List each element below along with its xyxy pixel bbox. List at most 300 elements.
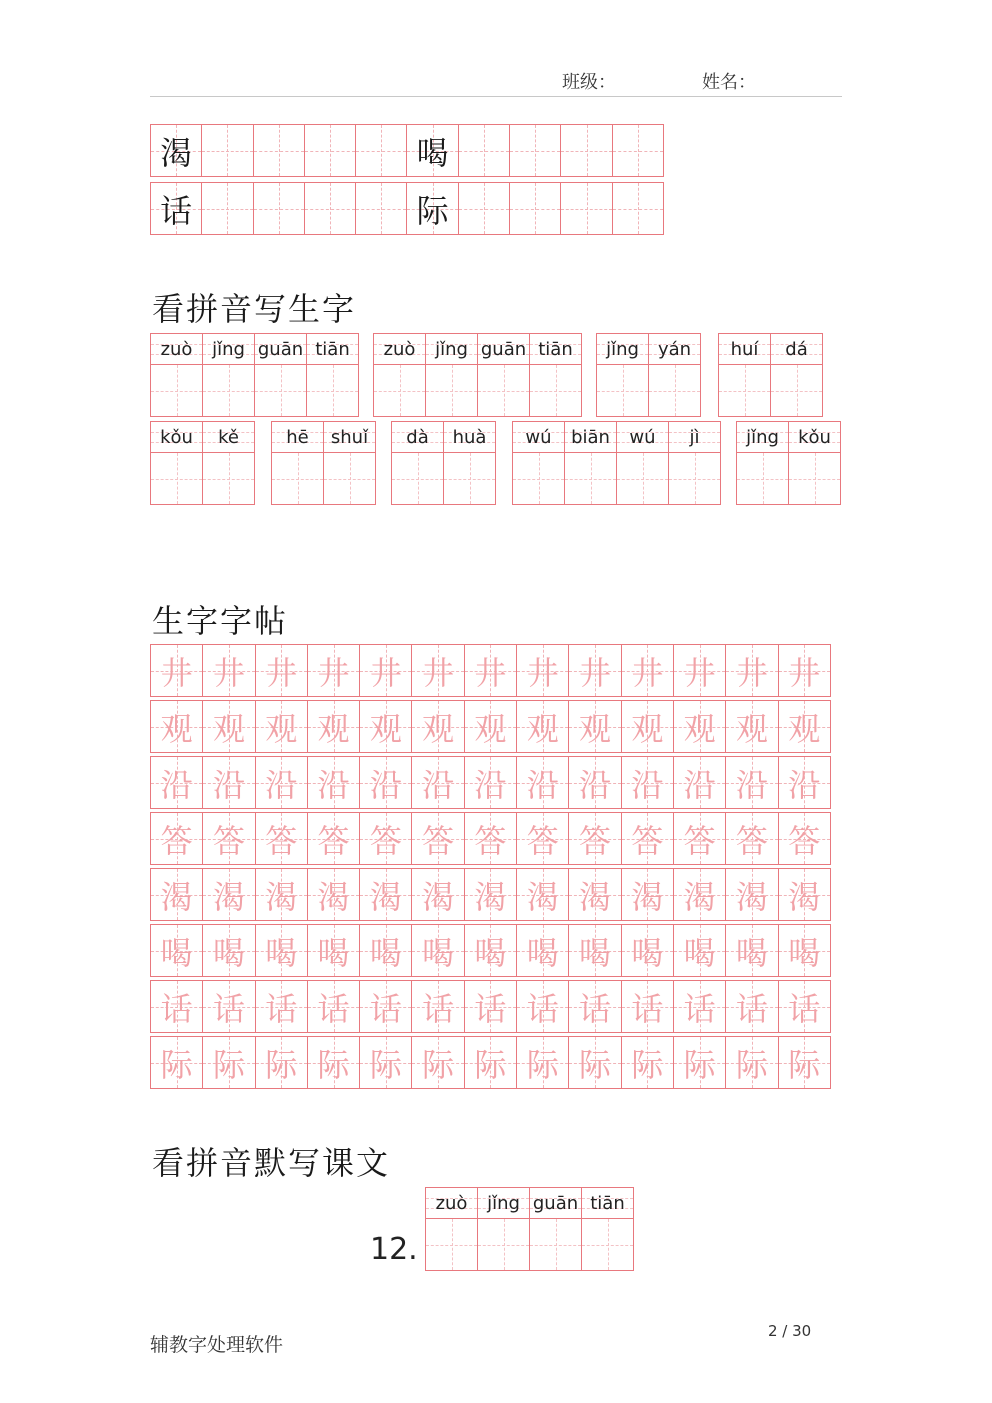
grid-cell[interactable]: [308, 813, 360, 864]
trace-character: 观: [317, 709, 350, 748]
grid-cell[interactable]: [412, 869, 464, 920]
grid-cell[interactable]: [726, 1037, 778, 1088]
trace-character: 答: [369, 821, 402, 860]
grid-cell[interactable]: [256, 925, 308, 976]
grid-cell[interactable]: [622, 701, 674, 752]
pinyin-label: kǒu: [151, 422, 202, 453]
grid-cell[interactable]: [256, 701, 308, 752]
pinyin-column: [617, 422, 669, 504]
grid-cell[interactable]: [151, 645, 203, 696]
answer-cell[interactable]: [771, 365, 822, 416]
section-title-copybook: 生字字帖: [152, 602, 289, 640]
grid-cell[interactable]: [151, 925, 203, 976]
model-character: 话: [160, 191, 193, 230]
answer-cell[interactable]: [151, 365, 202, 416]
pinyin-label: dà: [392, 422, 443, 453]
answer-cell[interactable]: [513, 453, 564, 504]
answer-cell[interactable]: [392, 453, 443, 504]
grid-cell[interactable]: [356, 183, 407, 234]
copy-row: [150, 182, 664, 235]
answer-cell[interactable]: [530, 365, 581, 416]
grid-cell[interactable]: [569, 757, 621, 808]
answer-cell[interactable]: [719, 365, 770, 416]
grid-cell[interactable]: [779, 1037, 830, 1088]
grid-cell[interactable]: [256, 869, 308, 920]
grid-cell[interactable]: [308, 701, 360, 752]
dictation-pinyin-box: [425, 1187, 634, 1271]
trace-character: 观: [422, 709, 455, 748]
trace-character: 渴: [369, 877, 402, 916]
trace-character: 答: [212, 821, 245, 860]
trace-character: 话: [788, 989, 821, 1028]
grid-cell[interactable]: [517, 981, 569, 1032]
answer-cell[interactable]: [203, 453, 254, 504]
trace-character: 喝: [422, 933, 455, 972]
grid-cell[interactable]: [569, 925, 621, 976]
grid-cell[interactable]: [465, 757, 517, 808]
grid-cell[interactable]: [622, 925, 674, 976]
copybook-row: [150, 868, 831, 921]
pinyin-column: [789, 422, 840, 504]
trace-character: 答: [474, 821, 507, 860]
trace-character: 际: [631, 1045, 664, 1084]
grid-cell[interactable]: [151, 701, 203, 752]
grid-cell[interactable]: [412, 701, 464, 752]
trace-character: 渴: [422, 877, 455, 916]
pinyin-label: guān: [530, 1188, 581, 1219]
grid-cell[interactable]: [308, 1037, 360, 1088]
trace-character: 观: [683, 709, 716, 748]
grid-cell[interactable]: [726, 701, 778, 752]
footer-software: 辅教字处理软件: [150, 1334, 284, 1356]
grid-cell[interactable]: [674, 645, 726, 696]
trace-character: 喝: [526, 933, 559, 972]
grid-cell[interactable]: [674, 869, 726, 920]
pinyin-word-box: [150, 421, 255, 505]
grid-cell[interactable]: [517, 813, 569, 864]
pinyin-column: [530, 1188, 582, 1270]
grid-cell[interactable]: [308, 981, 360, 1032]
answer-cell[interactable]: [151, 453, 202, 504]
trace-character: 渴: [160, 877, 193, 916]
grid-cell[interactable]: [459, 183, 510, 234]
pinyin-column: [203, 422, 254, 504]
grid-cell[interactable]: [569, 869, 621, 920]
trace-character: 井: [631, 653, 664, 692]
grid-cell[interactable]: [202, 125, 253, 176]
pinyin-column: [151, 334, 203, 416]
pinyin-label: biān: [565, 422, 616, 453]
pinyin-label: jǐng: [478, 1188, 529, 1219]
trace-character: 渴: [212, 877, 245, 916]
grid-cell[interactable]: [622, 813, 674, 864]
trace-character: 答: [265, 821, 298, 860]
copybook-row: [150, 756, 831, 809]
grid-cell[interactable]: [203, 869, 255, 920]
pinyin-label: kě: [203, 422, 254, 453]
answer-cell[interactable]: [374, 365, 425, 416]
grid-cell[interactable]: [203, 1037, 255, 1088]
answer-cell[interactable]: [789, 453, 840, 504]
trace-character: 观: [474, 709, 507, 748]
grid-cell[interactable]: [622, 757, 674, 808]
pinyin-label: wú: [617, 422, 668, 453]
trace-character: 井: [579, 653, 612, 692]
grid-cell[interactable]: [305, 125, 356, 176]
trace-character: 渴: [788, 877, 821, 916]
trace-character: 喝: [369, 933, 402, 972]
trace-character: 沿: [422, 765, 455, 804]
answer-cell[interactable]: [426, 365, 477, 416]
grid-cell[interactable]: [203, 925, 255, 976]
trace-character: 井: [683, 653, 716, 692]
grid-cell[interactable]: [151, 183, 202, 234]
trace-character: 沿: [526, 765, 559, 804]
grid-cell[interactable]: [465, 981, 517, 1032]
trace-character: 渴: [526, 877, 559, 916]
trace-character: 答: [422, 821, 455, 860]
grid-cell[interactable]: [613, 183, 663, 234]
trace-character: 观: [735, 709, 768, 748]
grid-cell[interactable]: [726, 813, 778, 864]
answer-cell[interactable]: [324, 453, 375, 504]
pinyin-column: [597, 334, 649, 416]
grid-cell[interactable]: [569, 701, 621, 752]
pinyin-word-box: [718, 333, 823, 417]
pinyin-column: [392, 422, 444, 504]
trace-character: 喝: [788, 933, 821, 972]
trace-character: 井: [369, 653, 402, 692]
grid-cell[interactable]: [360, 869, 412, 920]
grid-cell[interactable]: [308, 757, 360, 808]
trace-character: 话: [422, 989, 455, 1028]
copybook-row: [150, 812, 831, 865]
answer-cell[interactable]: [307, 365, 358, 416]
grid-cell[interactable]: [517, 869, 569, 920]
grid-cell[interactable]: [256, 813, 308, 864]
grid-cell[interactable]: [412, 925, 464, 976]
section-title-dictation: 看拼音默写课文: [152, 1144, 391, 1182]
trace-character: 渴: [631, 877, 664, 916]
grid-cell[interactable]: [517, 645, 569, 696]
trace-character: 际: [526, 1045, 559, 1084]
grid-cell[interactable]: [779, 981, 830, 1032]
trace-character: 际: [212, 1045, 245, 1084]
trace-character: 答: [526, 821, 559, 860]
pinyin-label: jǐng: [597, 334, 648, 365]
trace-character: 沿: [369, 765, 402, 804]
grid-cell[interactable]: [256, 981, 308, 1032]
answer-cell[interactable]: [272, 453, 323, 504]
grid-cell[interactable]: [674, 1037, 726, 1088]
pinyin-column: [203, 334, 255, 416]
answer-cell[interactable]: [426, 1219, 477, 1270]
grid-cell[interactable]: [622, 645, 674, 696]
answer-cell[interactable]: [255, 365, 306, 416]
trace-character: 话: [265, 989, 298, 1028]
pinyin-column: [444, 422, 495, 504]
trace-character: 井: [526, 653, 559, 692]
grid-cell[interactable]: [203, 757, 255, 808]
grid-cell[interactable]: [779, 645, 830, 696]
pinyin-column: [478, 1188, 530, 1270]
model-character: 渴: [160, 133, 193, 172]
grid-cell[interactable]: [779, 925, 830, 976]
grid-cell[interactable]: [308, 925, 360, 976]
grid-cell[interactable]: [622, 1037, 674, 1088]
grid-cell[interactable]: [412, 645, 464, 696]
grid-cell[interactable]: [465, 701, 517, 752]
grid-cell[interactable]: [308, 645, 360, 696]
grid-cell[interactable]: [517, 757, 569, 808]
grid-cell[interactable]: [622, 981, 674, 1032]
trace-character: 喝: [631, 933, 664, 972]
grid-cell[interactable]: [360, 925, 412, 976]
grid-cell[interactable]: [517, 925, 569, 976]
grid-cell[interactable]: [465, 645, 517, 696]
grid-cell[interactable]: [569, 981, 621, 1032]
answer-cell[interactable]: [582, 1219, 633, 1270]
copybook-row: [150, 700, 831, 753]
grid-cell[interactable]: [779, 701, 830, 752]
grid-cell[interactable]: [203, 701, 255, 752]
pinyin-column: [307, 334, 358, 416]
trace-character: 渴: [265, 877, 298, 916]
grid-cell[interactable]: [412, 981, 464, 1032]
grid-cell[interactable]: [569, 1037, 621, 1088]
pinyin-label: wú: [513, 422, 564, 453]
answer-cell[interactable]: [203, 365, 254, 416]
grid-cell[interactable]: [510, 125, 561, 176]
trace-character: 井: [265, 653, 298, 692]
grid-cell[interactable]: [465, 869, 517, 920]
pinyin-column: [737, 422, 789, 504]
trace-character: 话: [526, 989, 559, 1028]
trace-character: 答: [788, 821, 821, 860]
pinyin-column: [374, 334, 426, 416]
grid-cell[interactable]: [256, 757, 308, 808]
trace-character: 沿: [317, 765, 350, 804]
trace-character: 喝: [212, 933, 245, 972]
grid-cell[interactable]: [151, 125, 202, 176]
grid-cell[interactable]: [151, 869, 203, 920]
pinyin-label: guān: [478, 334, 529, 365]
trace-character: 喝: [160, 933, 193, 972]
lesson-number: 12.: [370, 1232, 418, 1267]
grid-cell[interactable]: [726, 981, 778, 1032]
pinyin-column: [426, 1188, 478, 1270]
copybook-row: [150, 644, 831, 697]
trace-character: 答: [579, 821, 612, 860]
answer-cell[interactable]: [649, 365, 700, 416]
grid-cell[interactable]: [151, 757, 203, 808]
pinyin-column: [478, 334, 530, 416]
grid-cell[interactable]: [517, 701, 569, 752]
grid-cell[interactable]: [726, 869, 778, 920]
pinyin-label: huà: [444, 422, 495, 453]
trace-character: 沿: [788, 765, 821, 804]
trace-character: 际: [265, 1045, 298, 1084]
grid-cell[interactable]: [561, 183, 612, 234]
trace-character: 井: [317, 653, 350, 692]
pinyin-label: huí: [719, 334, 770, 365]
grid-cell[interactable]: [726, 757, 778, 808]
pinyin-label: tiān: [582, 1188, 633, 1219]
grid-cell[interactable]: [465, 1037, 517, 1088]
grid-cell[interactable]: [674, 925, 726, 976]
grid-cell[interactable]: [360, 701, 412, 752]
grid-cell[interactable]: [412, 757, 464, 808]
answer-cell[interactable]: [617, 453, 668, 504]
pinyin-label: zuò: [426, 1188, 477, 1219]
trace-character: 观: [212, 709, 245, 748]
trace-character: 沿: [212, 765, 245, 804]
grid-cell[interactable]: [202, 183, 253, 234]
grid-cell[interactable]: [510, 183, 561, 234]
pinyin-label: zuò: [374, 334, 425, 365]
trace-character: 际: [735, 1045, 768, 1084]
grid-cell[interactable]: [779, 757, 830, 808]
trace-character: 井: [788, 653, 821, 692]
grid-cell[interactable]: [726, 645, 778, 696]
answer-cell[interactable]: [597, 365, 648, 416]
grid-cell[interactable]: [360, 757, 412, 808]
pinyin-word-box: [736, 421, 841, 505]
grid-cell[interactable]: [407, 125, 458, 176]
grid-cell[interactable]: [203, 981, 255, 1032]
grid-cell[interactable]: [360, 1037, 412, 1088]
grid-cell[interactable]: [459, 125, 510, 176]
trace-character: 话: [631, 989, 664, 1028]
trace-character: 井: [474, 653, 507, 692]
trace-character: 际: [683, 1045, 716, 1084]
trace-character: 观: [788, 709, 821, 748]
pinyin-label: yán: [649, 334, 700, 365]
pinyin-label: dá: [771, 334, 822, 365]
pinyin-column: [669, 422, 720, 504]
answer-cell[interactable]: [669, 453, 720, 504]
grid-cell[interactable]: [674, 757, 726, 808]
grid-cell[interactable]: [151, 1037, 203, 1088]
grid-cell[interactable]: [465, 813, 517, 864]
pinyin-label: jǐng: [737, 422, 788, 453]
trace-character: 沿: [160, 765, 193, 804]
trace-character: 答: [683, 821, 716, 860]
pinyin-column: [255, 334, 307, 416]
grid-cell[interactable]: [569, 813, 621, 864]
trace-character: 答: [735, 821, 768, 860]
grid-cell[interactable]: [151, 981, 203, 1032]
grid-cell[interactable]: [569, 645, 621, 696]
copy-row: [150, 124, 664, 177]
pinyin-label: jì: [669, 422, 720, 453]
answer-cell[interactable]: [478, 365, 529, 416]
grid-cell[interactable]: [412, 813, 464, 864]
trace-character: 际: [369, 1045, 402, 1084]
grid-cell[interactable]: [613, 125, 663, 176]
model-character: 喝: [416, 133, 449, 172]
grid-cell[interactable]: [674, 701, 726, 752]
trace-character: 话: [683, 989, 716, 1028]
trace-character: 喝: [474, 933, 507, 972]
pinyin-word-box: [391, 421, 496, 505]
grid-cell[interactable]: [305, 183, 356, 234]
pinyin-column: [272, 422, 324, 504]
grid-cell[interactable]: [517, 1037, 569, 1088]
grid-cell[interactable]: [308, 869, 360, 920]
answer-cell[interactable]: [565, 453, 616, 504]
grid-cell[interactable]: [360, 813, 412, 864]
grid-cell[interactable]: [203, 813, 255, 864]
grid-cell[interactable]: [726, 925, 778, 976]
trace-character: 喝: [317, 933, 350, 972]
grid-cell[interactable]: [465, 925, 517, 976]
pinyin-column: [719, 334, 771, 416]
trace-character: 际: [317, 1045, 350, 1084]
trace-character: 话: [369, 989, 402, 1028]
trace-character: 观: [265, 709, 298, 748]
grid-cell[interactable]: [356, 125, 407, 176]
name-label: 姓名：: [702, 72, 756, 93]
trace-character: 话: [735, 989, 768, 1028]
pinyin-column: [530, 334, 581, 416]
trace-character: 话: [474, 989, 507, 1028]
grid-cell[interactable]: [412, 1037, 464, 1088]
grid-cell[interactable]: [407, 183, 458, 234]
grid-cell[interactable]: [779, 813, 830, 864]
pinyin-word-box: [373, 333, 582, 417]
answer-cell[interactable]: [737, 453, 788, 504]
grid-cell[interactable]: [256, 1037, 308, 1088]
pinyin-column: [513, 422, 565, 504]
class-label: 班级：: [562, 72, 616, 93]
pinyin-word-box: [596, 333, 701, 417]
trace-character: 答: [631, 821, 664, 860]
copybook-row: [150, 980, 831, 1033]
trace-character: 观: [369, 709, 402, 748]
grid-cell[interactable]: [254, 125, 305, 176]
trace-character: 话: [212, 989, 245, 1028]
grid-cell[interactable]: [779, 869, 830, 920]
grid-cell[interactable]: [360, 645, 412, 696]
answer-cell[interactable]: [478, 1219, 529, 1270]
trace-character: 观: [526, 709, 559, 748]
trace-character: 渴: [317, 877, 350, 916]
trace-character: 渴: [579, 877, 612, 916]
pinyin-label: hē: [272, 422, 323, 453]
pinyin-word-box: [150, 333, 359, 417]
grid-cell[interactable]: [151, 813, 203, 864]
grid-cell[interactable]: [360, 981, 412, 1032]
grid-cell[interactable]: [674, 813, 726, 864]
grid-cell[interactable]: [674, 981, 726, 1032]
grid-cell[interactable]: [256, 645, 308, 696]
trace-character: 际: [579, 1045, 612, 1084]
trace-character: 喝: [683, 933, 716, 972]
trace-character: 渴: [474, 877, 507, 916]
trace-character: 际: [160, 1045, 193, 1084]
trace-character: 际: [422, 1045, 455, 1084]
grid-cell[interactable]: [254, 183, 305, 234]
answer-cell[interactable]: [530, 1219, 581, 1270]
trace-character: 渴: [735, 877, 768, 916]
pinyin-column: [771, 334, 822, 416]
grid-cell[interactable]: [622, 869, 674, 920]
grid-cell[interactable]: [203, 645, 255, 696]
trace-character: 井: [422, 653, 455, 692]
grid-cell[interactable]: [561, 125, 612, 176]
answer-cell[interactable]: [444, 453, 495, 504]
